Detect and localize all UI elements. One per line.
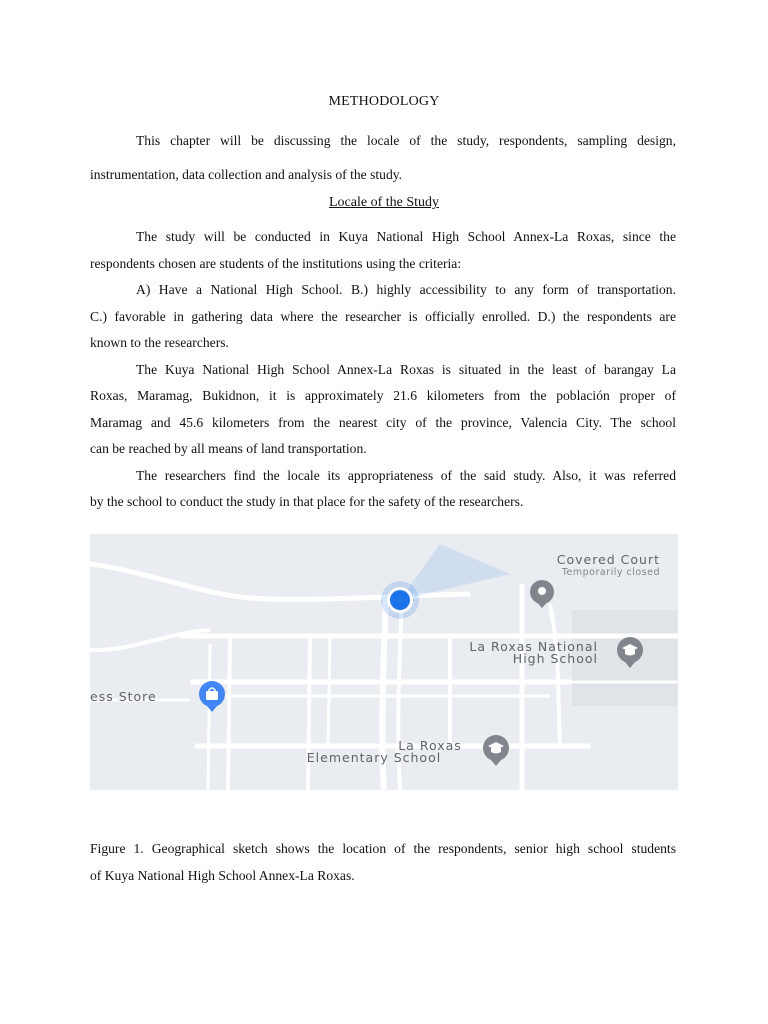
store-label: ess Store <box>90 689 157 704</box>
intro-line-2: instrumentation, data collection and analysis of the study. <box>90 167 403 182</box>
caption-line-1: Figure 1. Geographical sketch shows the location of the respondents, senior high school students <box>90 841 676 856</box>
intro-paragraph <box>90 124 676 192</box>
p3-line-3: Maramag and 45.6 kilometers from the nearest city of the province, Valencia City. The school <box>90 414 676 430</box>
elementary-label-line1: La Roxas <box>398 738 462 753</box>
covered-court-label: Covered Court <box>556 552 660 567</box>
national-hs-label-line1: La Roxas National <box>469 639 598 654</box>
caption-line-2: of Kuya National High School Annex-La Roxas. <box>90 868 355 883</box>
locale-paragraph-1 <box>90 224 676 516</box>
national-hs-label-line2: High School <box>512 651 598 666</box>
figure-caption <box>90 835 676 889</box>
p4-line-1: The researchers find the locale its appropriateness of the said study. Also, it was referred <box>136 467 676 483</box>
location-map <box>90 534 678 790</box>
intro-line-1: This chapter will be discussing the locale of the study, respondents, sampling design, <box>136 133 676 148</box>
p3-line-4: can be reached by all means of land transportation. <box>90 441 367 456</box>
section-heading: Locale of the Study <box>328 195 440 210</box>
p3-line-1: The Kuya National High School Annex-La Roxas is situated in the least of barangay La <box>136 361 676 377</box>
p2-line-3: known to the researchers. <box>90 335 229 350</box>
p4-line-2: by the school to conduct the study in that place for the safety of the researchers. <box>90 494 524 509</box>
p1-line-1: The study will be conducted in Kuya National High School Annex-La Roxas, since the <box>136 229 676 244</box>
covered-court-status: Temporarily closed <box>561 567 660 578</box>
p3-line-2: Roxas, Maramag, Bukidnon, it is approximately 21.6 kilometers from the población proper of <box>90 388 676 403</box>
current-location-dot <box>390 590 410 610</box>
p1-line-2: respondents chosen are students of the institutions using the criteria: <box>90 255 462 271</box>
elementary-label-line2: Elementary School <box>306 750 442 765</box>
page-title: METHODOLOGY <box>328 94 440 109</box>
p2-line-1: A) Have a National High School. B.) highly accessibility to any form of transportation. <box>136 282 676 297</box>
p2-line-2: C.) favorable in gathering data where the researcher is officially enrolled. D.) the respondents are <box>90 308 676 324</box>
